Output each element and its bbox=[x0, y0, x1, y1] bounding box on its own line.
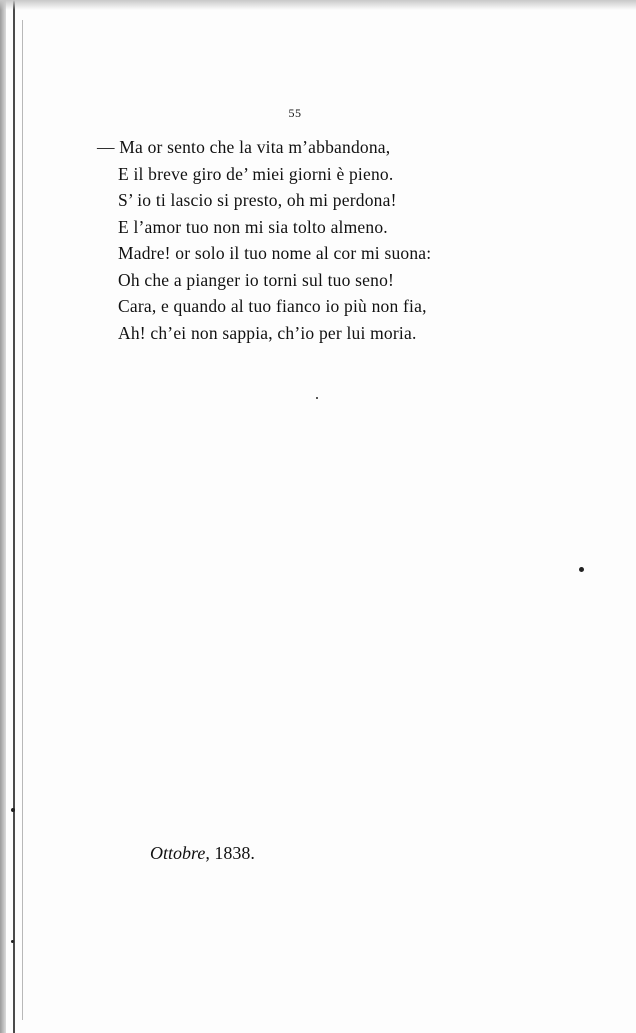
binding-inner-line bbox=[22, 20, 23, 1020]
top-edge-shadow bbox=[0, 0, 636, 10]
ink-speck bbox=[11, 808, 15, 812]
poem-line: — Ma or sento che la vita m’abbandona, bbox=[97, 137, 391, 157]
poem-line: Cara, e quando al tuo fianco io più non fia, bbox=[118, 296, 427, 316]
date-year: 1838. bbox=[214, 843, 255, 863]
poem-line: E il breve giro de’ miei giorni è pieno. bbox=[118, 163, 394, 184]
poem-line: Madre! or solo il tuo nome al cor mi suona: bbox=[118, 243, 432, 263]
ink-speck bbox=[579, 567, 584, 572]
poem-line: Oh che a pianger io torni sul tuo seno! bbox=[118, 269, 395, 290]
ink-speck bbox=[316, 397, 318, 399]
poem-stanza bbox=[97, 134, 537, 346]
poem-line: S’ io ti lascio si presto, oh mi perdona! bbox=[118, 190, 397, 210]
poem-line: Ah! ch’ei non sappia, ch’io per lui moria. bbox=[118, 322, 417, 343]
page-number: 55 bbox=[288, 106, 302, 120]
binding-shadow bbox=[0, 0, 6, 1033]
poem-line: E l’amor tuo non mi sia tolto almeno. bbox=[118, 216, 388, 237]
binding-edge-line bbox=[13, 0, 15, 1033]
date-month: Ottobre, bbox=[150, 843, 210, 863]
dateline bbox=[150, 843, 255, 864]
ink-speck bbox=[11, 940, 14, 943]
